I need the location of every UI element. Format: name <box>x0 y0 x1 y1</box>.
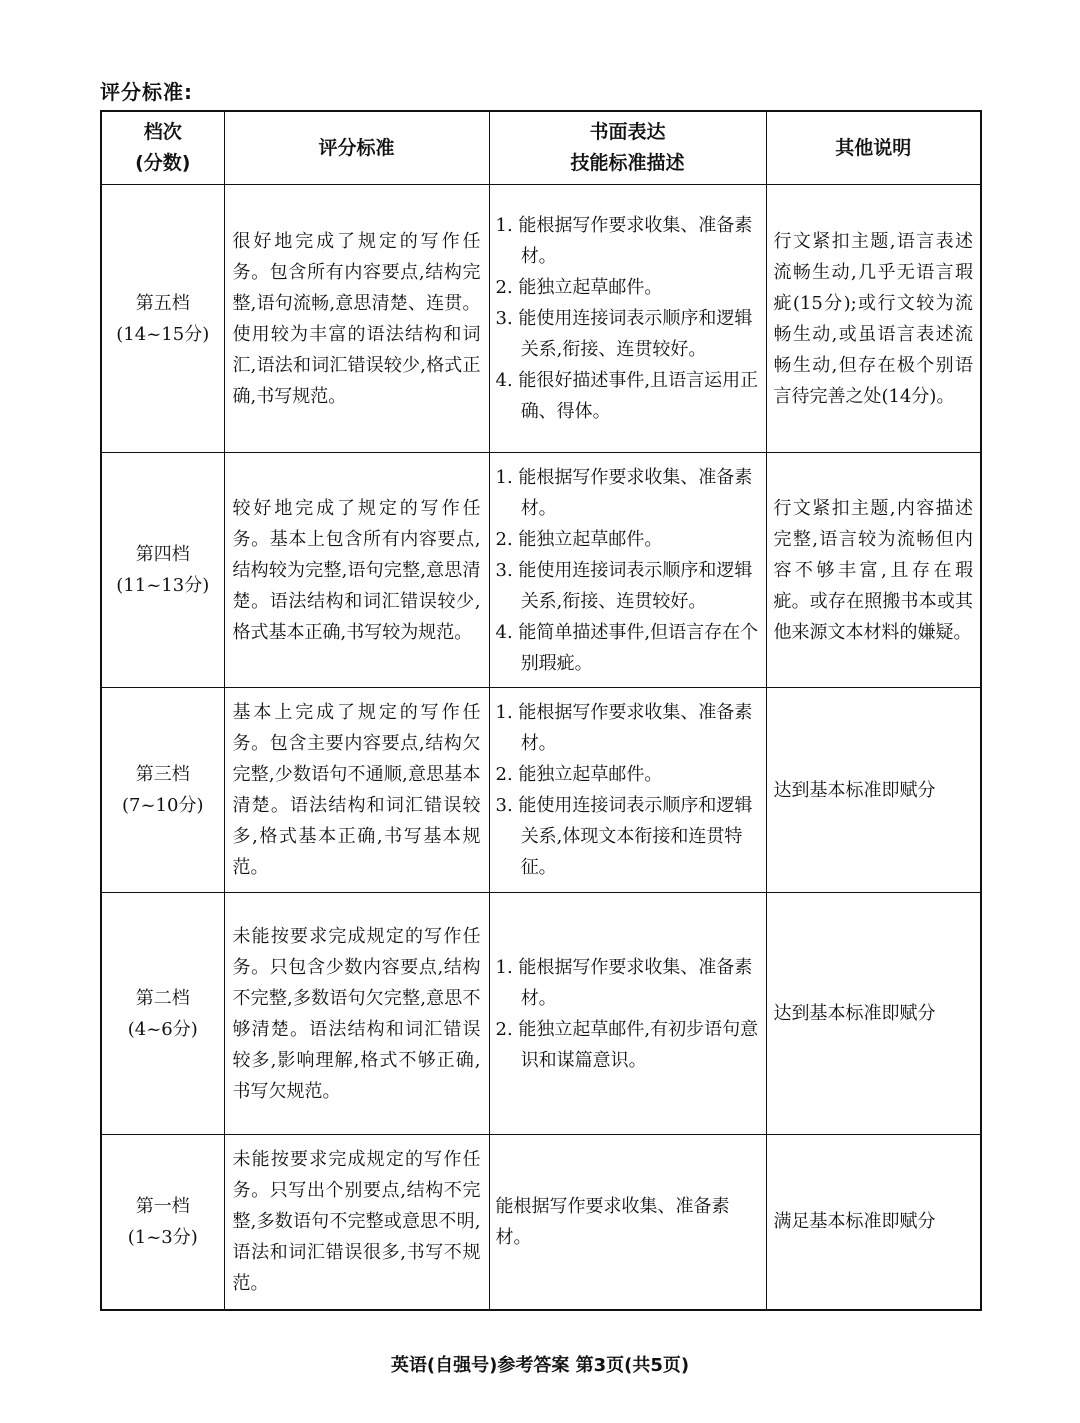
level-name: 第五档 <box>135 292 190 314</box>
level-name: 第四档 <box>135 544 190 565</box>
header-row <box>101 111 981 185</box>
header-skills-line2: 技能标准描述 <box>570 152 685 174</box>
skill-item: 能根据写作要求收集、准备素材。 <box>495 1195 730 1248</box>
level-score: (11~13分) <box>116 575 210 596</box>
level-name: 第一档 <box>135 1195 190 1217</box>
criteria-cell: 未能按要求完成规定的写作任务。只写出个别要点,结构不完整,多数语句不完整或意思不明,语法和词汇错误很多,书写不规范。 <box>224 1135 489 1310</box>
table-row <box>101 1135 981 1310</box>
skill-item: 2. 能独立起草邮件。 <box>495 277 663 298</box>
skills-list <box>496 697 760 883</box>
skills-list <box>496 210 760 427</box>
level-cell <box>101 185 224 453</box>
skill-item: 4. 能简单描述事件,但语言存在个别瑕疵。 <box>495 621 759 674</box>
level-cell <box>101 1135 224 1310</box>
notes-cell: 达到基本标准即赋分 <box>766 893 981 1135</box>
rubric-table <box>100 110 982 1311</box>
skill-item: 2. 能独立起草邮件,有初步语句意识和谋篇意识。 <box>495 1018 759 1071</box>
skills-cell <box>489 453 766 688</box>
criteria-cell: 较好地完成了规定的写作任务。基本上包含所有内容要点,结构较为完整,语句完整,意思清楚。语法结构和词汇错误较少,格式基本正确,书写较为规范。 <box>224 453 489 688</box>
criteria-cell: 很好地完成了规定的写作任务。包含所有内容要点,结构完整,语句流畅,意思清楚、连贯。使用较为丰富的语法结构和词汇,语法和词汇错误较少,格式正确,书写规范。 <box>224 185 489 453</box>
level-cell <box>101 688 224 893</box>
level-score: (7~10分) <box>122 795 204 816</box>
level-name: 第二档 <box>135 987 190 1009</box>
header-skills-line1: 书面表达 <box>589 121 666 143</box>
page-footer: 英语(自强号)参考答案 第3页(共5页) <box>390 1355 690 1376</box>
skills-cell <box>489 688 766 893</box>
header-level-line1: 档次 <box>143 121 182 143</box>
level-cell <box>101 893 224 1135</box>
header-criteria: 评分标准 <box>224 111 489 185</box>
section-title: 评分标准: <box>100 80 193 104</box>
table-row <box>101 453 981 688</box>
skills-cell <box>489 1135 766 1310</box>
skill-item: 3. 能使用连接词表示顺序和逻辑关系,衔接、连贯较好。 <box>495 308 753 360</box>
skill-item: 2. 能独立起草邮件。 <box>495 528 663 550</box>
skills-list <box>496 952 760 1076</box>
table-row <box>101 185 981 453</box>
skill-item: 2. 能独立起草邮件。 <box>495 764 663 785</box>
skills-cell <box>489 893 766 1135</box>
level-score: (1~3分) <box>127 1226 198 1248</box>
notes-cell: 行文紧扣主题,内容描述完整,语言较为流畅但内容不够丰富,且存在瑕疵。或存在照搬书本或其他来源文本材料的嫌疑。 <box>766 453 981 688</box>
skill-item: 3. 能使用连接词表示顺序和逻辑关系,衔接、连贯较好。 <box>495 559 753 612</box>
skill-item: 3. 能使用连接词表示顺序和逻辑关系,体现文本衔接和连贯特征。 <box>495 795 753 878</box>
criteria-cell: 未能按要求完成规定的写作任务。只包含少数内容要点,结构不完整,多数语句欠完整,意思不够清楚。语法结构和词汇错误较多,影响理解,格式不够正确,书写欠规范。 <box>224 893 489 1135</box>
skills-list <box>496 1191 760 1253</box>
criteria-cell: 基本上完成了规定的写作任务。包含主要内容要点,结构欠完整,少数语句不通顺,意思基本清楚。语法结构和词汇错误较多,格式基本正确,书写基本规范。 <box>224 688 489 893</box>
header-skills <box>489 111 766 185</box>
skill-item: 1. 能根据写作要求收集、准备素材。 <box>495 466 753 519</box>
skill-item: 1. 能根据写作要求收集、准备素材。 <box>495 215 753 267</box>
skill-item: 1. 能根据写作要求收集、准备素材。 <box>495 702 753 754</box>
notes-cell: 达到基本标准即赋分 <box>766 688 981 893</box>
header-notes: 其他说明 <box>766 111 981 185</box>
table-row <box>101 893 981 1135</box>
table-row <box>101 688 981 893</box>
level-cell <box>101 453 224 688</box>
notes-cell: 行文紧扣主题,语言表述流畅生动,几乎无语言瑕疵(15分);或行文较为流畅生动,或虽语言表述流畅生动,但存在极个别语言待完善之处(14分)。 <box>766 185 981 453</box>
skill-item: 1. 能根据写作要求收集、准备素材。 <box>495 956 753 1009</box>
skill-item: 4. 能很好描述事件,且语言运用正确、得体。 <box>495 370 759 422</box>
header-level <box>101 111 224 185</box>
header-level-line2: (分数) <box>135 152 191 174</box>
notes-cell: 满足基本标准即赋分 <box>766 1135 981 1310</box>
skills-list <box>496 462 760 679</box>
level-score: (4~6分) <box>127 1018 198 1040</box>
level-score: (14~15分) <box>116 323 210 345</box>
level-name: 第三档 <box>135 764 190 785</box>
skills-cell <box>489 185 766 453</box>
